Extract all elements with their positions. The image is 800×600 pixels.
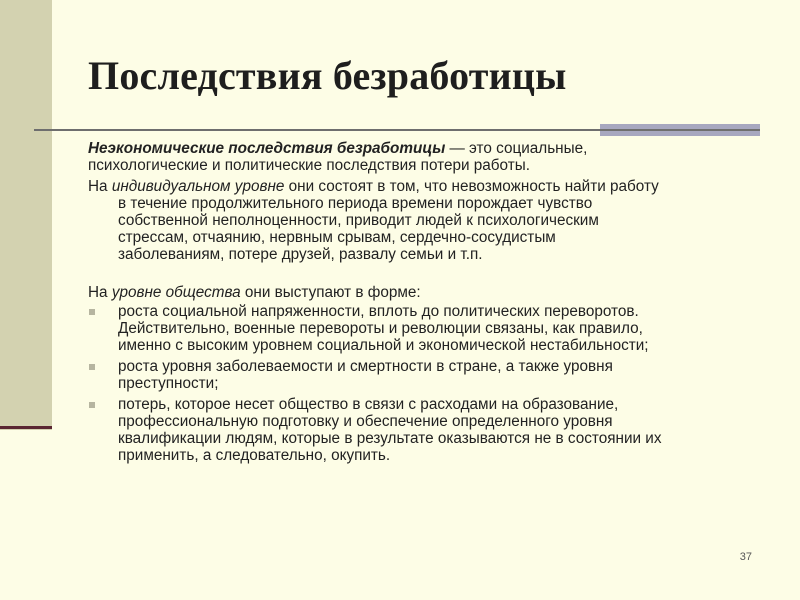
society-paragraph [88,284,768,301]
list-item-line: Действительно, военные перевороты и революции связаны, как правило, [118,320,643,337]
individual-prefix: На [88,178,112,195]
list-item [88,358,768,392]
divider-accent [600,124,760,136]
decorative-side-bar [0,0,52,430]
society-term: уровне общества [111,284,241,301]
list-item-line: именно с высоким уровнем социальной и экономической нестабильности; [118,337,649,354]
individual-term: индивидуальном уровне [111,178,285,195]
list-item-line: профессиональную подготовку и обеспечение определенного уровня [118,413,613,430]
bullet-square-icon [89,364,95,370]
bullet-square-icon [89,309,95,315]
list-item-line: квалификации людям, которые в результате оказываются не в состоянии их [118,430,662,447]
individual-line: заболеваниям, потере друзей, развалу семьи и т.п. [118,246,483,263]
list-item [88,396,768,464]
intro-definition-line1: — это социальные, [445,140,588,157]
paragraph-gap [88,267,768,284]
list-item-line: потерь, которое несет общество в связи с расходами на образование, [118,396,619,413]
intro-definition-line2: психологические и политические последствия потери работы. [88,157,530,174]
decorative-side-base [0,426,52,429]
individual-paragraph [88,178,768,263]
list-item-line: преступности; [118,375,219,392]
list-item-line: роста социальной напряженности, вплоть до политических переворотов. [118,303,639,320]
society-rest: они выступают в форме: [240,284,421,301]
intro-term: Неэкономические последствия безработицы [88,140,446,157]
bullet-square-icon [89,402,95,408]
society-prefix: На [88,284,112,301]
individual-line: стрессам, отчаянию, нервным срывам, сердечно-сосудистым [118,229,556,246]
list-item-line: применить, а следовательно, окупить. [118,447,391,464]
individual-line: собственной неполноценности, приводит людей к психологическим [118,212,599,229]
individual-line1-rest: они состоят в том, что невозможность найти работу [284,178,659,195]
slide-title: Последствия безработицы [88,53,567,98]
individual-line: в течение продолжительного периода времени порождает чувство [118,195,593,212]
page-number: 37 [739,551,752,563]
intro-paragraph [88,140,768,174]
slide-body [88,140,768,468]
consequences-list [88,303,768,464]
list-item-line: роста уровня заболеваемости и смертности в стране, а также уровня [118,358,613,375]
list-item [88,303,768,354]
